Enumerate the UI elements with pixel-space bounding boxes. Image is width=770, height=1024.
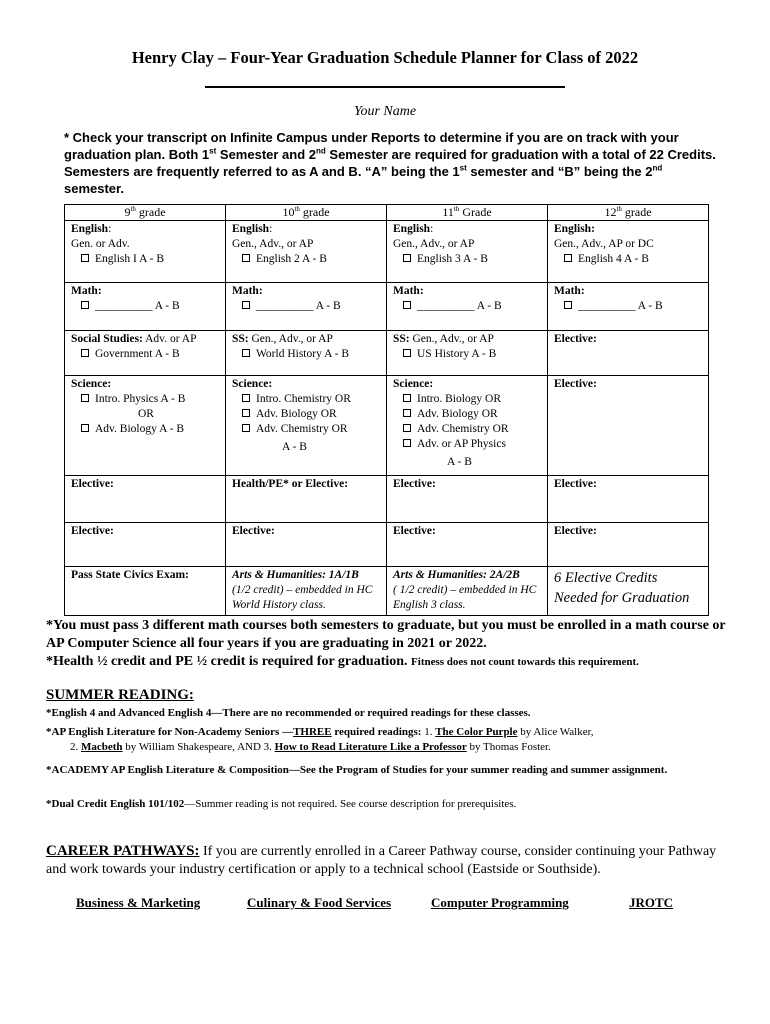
english-g10-cell: English: Gen., Adv., or AP English 2 A - B bbox=[226, 221, 387, 283]
checkbox[interactable] bbox=[81, 254, 89, 262]
grade-9-header: 9th grade bbox=[65, 205, 226, 221]
checkbox[interactable] bbox=[81, 349, 89, 357]
english-g9-cell: English: Gen. or Adv. English I A - B bbox=[65, 221, 226, 283]
pathway-computer-programming[interactable]: Computer Programming bbox=[431, 895, 569, 910]
checkbox[interactable] bbox=[403, 301, 411, 309]
pathway-business-marketing[interactable]: Business & Marketing bbox=[76, 895, 201, 910]
grade-10-header: 10th grade bbox=[226, 205, 387, 221]
math-g10-cell: Math: __________ A - B bbox=[226, 283, 387, 331]
checkbox[interactable] bbox=[242, 301, 250, 309]
checkbox[interactable] bbox=[403, 254, 411, 262]
checkbox[interactable] bbox=[242, 409, 250, 417]
ap-english-note: *AP English Literature for Non-Academy Seniors —THREE required readings: 1. The Color Purple by Alice Walker, 2. Macbeth by William Shakespeare, AND 3. How to Read Literature Like a Professor by Thomas Foster. bbox=[46, 726, 594, 753]
name-label: Your Name bbox=[353, 104, 417, 119]
page-title: Henry Clay – Four-Year Graduation Schedule Planner for Class of 2022 bbox=[131, 48, 639, 67]
social-g10-cell: SS: Gen., Adv., or AP World History A - B bbox=[226, 331, 387, 376]
science-g9-cell: Science: Intro. Physics A - B OR Adv. Biology A - B bbox=[65, 376, 226, 476]
row5-g12-cell: Elective: bbox=[548, 476, 709, 523]
row6-g10-cell: Elective: bbox=[226, 523, 387, 567]
checkbox[interactable] bbox=[242, 254, 250, 262]
english-g11-cell: English: Gen., Adv., or AP English 3 A - B bbox=[387, 221, 548, 283]
row5-g10-cell: Health/PE* or Elective: bbox=[226, 476, 387, 523]
civics-exam-cell: Pass State Civics Exam: bbox=[65, 567, 226, 616]
science-g12-cell: Elective: bbox=[548, 376, 709, 476]
arts-2-cell: Arts & Humanities: 2A/2B ( 1/2 credit) – embedded in HC English 3 class. bbox=[387, 567, 548, 616]
social-studies-row bbox=[65, 331, 709, 376]
social-g12-cell: Elective: bbox=[548, 331, 709, 376]
elective-row-1 bbox=[65, 476, 709, 523]
row6-g9-cell: Elective: bbox=[65, 523, 226, 567]
row5-g11-cell: Elective: bbox=[387, 476, 548, 523]
checkbox[interactable] bbox=[81, 424, 89, 432]
intro-paragraph: * Check your transcript on Infinite Campus under Reports to determine if you are on track with your graduation plan. Both 1st Semester and 2nd Semester are required for graduation with a total of 22 Credits. Semesters are frequently referred to as A and B. “A” being the 1st semester and “B” being the 2nd semester. bbox=[64, 130, 716, 196]
arts-1-cell: Arts & Humanities: 1A/1B (1/2 credit) – embedded in HC World History class. bbox=[226, 567, 387, 616]
social-g9-cell: Social Studies: Adv. or AP Government A - B bbox=[65, 331, 226, 376]
science-g10-cell: Science: Intro. Chemistry OR Adv. Biology OR Adv. Chemistry OR A - B bbox=[226, 376, 387, 476]
name-line[interactable] bbox=[205, 86, 565, 88]
summer-reading-heading: SUMMER READING: bbox=[46, 687, 194, 703]
pathway-culinary[interactable]: Culinary & Food Services bbox=[247, 895, 392, 910]
english4-note: *English 4 and Advanced English 4—There are no recommended or required readings for these classes. bbox=[46, 707, 531, 719]
civics-arts-row bbox=[65, 567, 709, 616]
elective-credits-cell: 6 Elective Credits Needed for Graduation bbox=[548, 567, 709, 616]
checkbox[interactable] bbox=[403, 439, 411, 447]
academy-note: *ACADEMY AP English Literature & Composition—See the Program of Studies for your summer reading and summer assignment. bbox=[46, 764, 668, 776]
math-g9-cell: Math: __________ A - B bbox=[65, 283, 226, 331]
career-pathways-paragraph: CAREER PATHWAYS: If you are currently enrolled in a Career Pathway course, consider continuing your Pathway and work towards your industry certification or apply to a technical school (Eastside or Southside). bbox=[46, 843, 717, 877]
checkbox[interactable] bbox=[242, 349, 250, 357]
checkbox[interactable] bbox=[242, 424, 250, 432]
dual-credit-note: *Dual Credit English 101/102—Summer reading is not required. See course description for prerequisites. bbox=[46, 798, 517, 810]
elective-row-2 bbox=[65, 523, 709, 567]
english-g12-cell: English: Gen., Adv., AP or DC English 4 A - B bbox=[548, 221, 709, 283]
checkbox[interactable] bbox=[81, 394, 89, 402]
checkbox[interactable] bbox=[403, 424, 411, 432]
checkbox[interactable] bbox=[403, 349, 411, 357]
math-requirement-note: *You must pass 3 different math courses both semesters to graduate, but you must be enrolled in a math course or AP Computer Science all four years if you are graduating in 2021 or 2022. bbox=[46, 618, 726, 651]
row6-g12-cell: Elective: bbox=[548, 523, 709, 567]
row6-g11-cell: Elective: bbox=[387, 523, 548, 567]
checkbox[interactable] bbox=[242, 394, 250, 402]
checkbox[interactable] bbox=[564, 254, 572, 262]
math-g11-cell: Math: __________ A - B bbox=[387, 283, 548, 331]
checkbox[interactable] bbox=[81, 301, 89, 309]
math-g12-cell: Math: __________ A - B bbox=[548, 283, 709, 331]
math-row bbox=[65, 283, 709, 331]
grade-11-header: 11th Grade bbox=[387, 205, 548, 221]
science-row bbox=[65, 376, 709, 476]
health-pe-note: *Health ½ credit and PE ½ credit is required for graduation. Fitness does not count towards this requirement. bbox=[46, 654, 639, 669]
checkbox[interactable] bbox=[403, 394, 411, 402]
social-g11-cell: SS: Gen., Adv., or AP US History A - B bbox=[387, 331, 548, 376]
schedule-table bbox=[64, 204, 709, 616]
grade-header-row bbox=[65, 205, 709, 221]
row5-g9-cell: Elective: bbox=[65, 476, 226, 523]
pathway-jrotc[interactable]: JROTC bbox=[629, 895, 674, 910]
checkbox[interactable] bbox=[564, 301, 572, 309]
english-row bbox=[65, 221, 709, 283]
checkbox[interactable] bbox=[403, 409, 411, 417]
grade-12-header: 12th grade bbox=[548, 205, 709, 221]
science-g11-cell: Science: Intro. Biology OR Adv. Biology OR Adv. Chemistry OR Adv. or AP Physics A - B bbox=[387, 376, 548, 476]
